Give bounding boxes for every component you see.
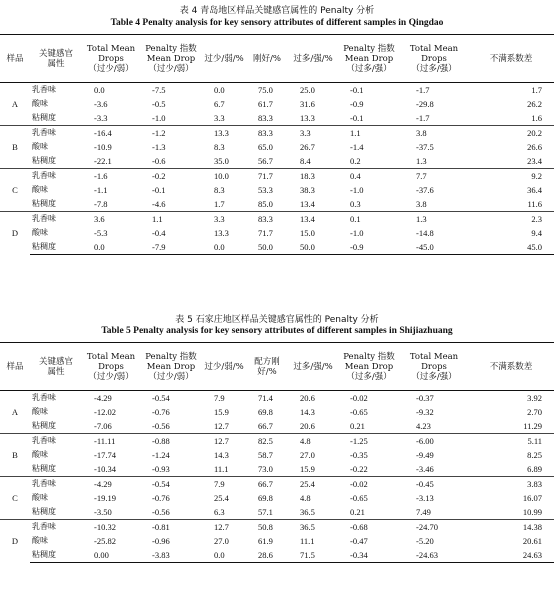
attribute-label: 酸味 — [32, 185, 48, 194]
value-cell: 0.0 — [214, 85, 225, 95]
column-header: Penalty 指数 Mean Drop （过少/弱） — [140, 343, 202, 391]
value-cell: -16.4 — [82, 126, 140, 141]
value-cell: -0.1 — [350, 113, 364, 123]
value-cell: 36.5 — [288, 520, 338, 535]
attribute-label: 乳香味 — [32, 393, 56, 402]
sample-label: C — [0, 169, 30, 212]
value-cell: 0.1 — [338, 212, 400, 227]
value-cell: -0.68 — [338, 520, 400, 535]
value-cell: -0.9 — [338, 240, 400, 255]
value-cell: 57.1 — [258, 507, 273, 517]
value-cell: -3.13 — [416, 493, 434, 503]
value-cell: -1.6 — [82, 169, 140, 184]
sample-label: B — [0, 434, 30, 477]
table-row — [0, 434, 554, 449]
value-cell: -0.45 — [400, 477, 468, 492]
value-cell: 12.7 — [202, 520, 246, 535]
value-cell: 38.3 — [300, 185, 315, 195]
attribute-label: 酸味 — [32, 142, 48, 151]
value-cell: 13.3 — [202, 126, 246, 141]
value-cell: 83.3 — [246, 212, 288, 227]
value-cell: -0.35 — [350, 450, 368, 460]
value-cell: 26.2 — [527, 99, 542, 109]
value-cell: -1.0 — [350, 228, 364, 238]
table5-caption-en: Table 5 Penalty analysis for key sensory attributes of different samples in Shijiazhuang — [101, 326, 453, 336]
value-cell: -24.70 — [400, 520, 468, 535]
value-cell: 20.6 — [300, 421, 315, 431]
table4-caption-en: Table 4 Penalty analysis for key sensory attributes of different samples in Qingdao — [110, 18, 444, 28]
table-row — [0, 97, 554, 111]
value-cell: -37.5 — [416, 142, 434, 152]
value-cell: 0.21 — [350, 507, 365, 517]
value-cell: 83.3 — [246, 126, 288, 141]
value-cell: 27.0 — [214, 536, 229, 546]
value-cell: 71.4 — [258, 393, 273, 403]
column-header: 关键感官 属性 — [30, 343, 82, 391]
table-row — [0, 448, 554, 462]
column-header: Total Mean Drops （过少/弱） — [82, 343, 140, 391]
column-header: 过多/强/% — [288, 343, 338, 391]
value-cell: -25.82 — [94, 536, 116, 546]
value-cell: 75.0 — [258, 85, 273, 95]
value-cell: 71.7 — [246, 169, 288, 184]
value-cell: -7.9 — [140, 240, 202, 255]
value-cell: 1.1 — [338, 126, 400, 141]
value-cell: 27.0 — [300, 450, 315, 460]
value-cell: 2.3 — [468, 212, 554, 227]
value-cell: -0.54 — [152, 393, 170, 403]
value-cell: 35.0 — [214, 156, 229, 166]
value-cell: 53.3 — [258, 185, 273, 195]
value-cell: 10.99 — [522, 507, 542, 517]
column-header: Penalty 指数 Mean Drop （过少/弱） — [140, 35, 202, 83]
value-cell: -1.7 — [416, 85, 430, 95]
value-cell: 13.3 — [214, 228, 229, 238]
table-row — [0, 83, 554, 98]
table-row — [0, 477, 554, 492]
value-cell: 58.7 — [258, 450, 273, 460]
value-cell: -0.88 — [140, 434, 202, 449]
value-cell: 0.3 — [350, 199, 361, 209]
value-cell: -1.24 — [152, 450, 170, 460]
value-cell: -0.93 — [152, 464, 170, 474]
column-header: Penalty 指数 Mean Drop （过多/强） — [338, 35, 400, 83]
value-cell: 23.4 — [527, 156, 542, 166]
sample-label: A — [11, 407, 19, 417]
value-cell: 0.2 — [350, 156, 361, 166]
value-cell: -4.29 — [82, 477, 140, 492]
attribute-label: 乳香味 — [30, 477, 82, 492]
value-cell: -0.1 — [350, 85, 364, 95]
value-cell: 25.0 — [300, 85, 315, 95]
value-cell: 1.7 — [531, 85, 542, 95]
value-cell: 69.8 — [258, 493, 273, 503]
value-cell: 11.6 — [527, 199, 542, 209]
value-cell: 15.0 — [300, 228, 315, 238]
value-cell: 6.3 — [214, 507, 225, 517]
value-cell: 15.9 — [214, 407, 229, 417]
value-cell: -7.06 — [94, 421, 112, 431]
value-cell: 0.0 — [94, 85, 105, 95]
table-row — [0, 534, 554, 548]
value-cell: 10.0 — [202, 169, 246, 184]
attribute-label: 粘稠度 — [30, 240, 82, 255]
table-row — [0, 548, 554, 563]
value-cell: 50.0 — [246, 240, 288, 255]
value-cell: 7.9 — [214, 393, 225, 403]
table-row — [0, 111, 554, 126]
column-header: Total Mean Drops （过多/强） — [400, 35, 468, 83]
value-cell: -0.02 — [338, 477, 400, 492]
value-cell: -3.46 — [416, 464, 434, 474]
value-cell: 25.4 — [214, 493, 229, 503]
value-cell: -1.3 — [152, 142, 166, 152]
value-cell: 45.0 — [468, 240, 554, 255]
column-header: 样品 — [0, 35, 30, 83]
value-cell: 36.5 — [300, 507, 315, 517]
value-cell: -0.76 — [152, 493, 170, 503]
sample-label: D — [0, 520, 30, 563]
value-cell: 3.92 — [527, 393, 542, 403]
sample-label: B — [0, 126, 30, 169]
value-cell: 71.5 — [288, 548, 338, 563]
attribute-label: 粘稠度 — [32, 507, 56, 516]
column-header: 刚好/% — [246, 35, 288, 83]
attribute-label: 乳香味 — [30, 169, 82, 184]
value-cell: 12.7 — [214, 421, 229, 431]
value-cell: 61.7 — [258, 99, 273, 109]
value-cell: 4.23 — [416, 421, 431, 431]
table-row — [0, 212, 554, 227]
value-cell: 83.3 — [258, 113, 273, 123]
table-row — [0, 240, 554, 255]
value-cell: 1.3 — [416, 156, 427, 166]
value-cell: 8.4 — [300, 156, 311, 166]
column-header: Penalty 指数 Mean Drop （过多/强） — [338, 343, 400, 391]
column-header: 不满系数差 — [468, 35, 554, 83]
value-cell: 14.3 — [214, 450, 229, 460]
value-cell: 3.83 — [468, 477, 554, 492]
value-cell: 5.11 — [468, 434, 554, 449]
attribute-label: 酸味 — [32, 536, 48, 545]
attribute-label: 乳香味 — [30, 434, 82, 449]
value-cell: 25.4 — [288, 477, 338, 492]
table4 — [0, 34, 554, 255]
value-cell: -0.9 — [350, 99, 364, 109]
value-cell: 8.25 — [527, 450, 542, 460]
attribute-label: 酸味 — [32, 450, 48, 459]
attribute-label: 酸味 — [32, 99, 48, 108]
value-cell: 6.7 — [214, 99, 225, 109]
value-cell: -10.32 — [82, 520, 140, 535]
table5 — [0, 342, 554, 563]
value-cell: 1.1 — [140, 212, 202, 227]
value-cell: -0.96 — [152, 536, 170, 546]
value-cell: -0.65 — [350, 407, 368, 417]
value-cell: 13.3 — [300, 113, 315, 123]
value-cell: -12.02 — [94, 407, 116, 417]
value-cell: 0.21 — [350, 421, 365, 431]
column-header: 不满系数差 — [468, 343, 554, 391]
value-cell: 3.3 — [202, 212, 246, 227]
table-row — [0, 462, 554, 477]
table-row — [0, 505, 554, 520]
value-cell: 7.7 — [400, 169, 468, 184]
column-header: Total Mean Drops （过少/弱） — [82, 35, 140, 83]
value-cell: -0.34 — [338, 548, 400, 563]
value-cell: 24.63 — [468, 548, 554, 563]
table-row — [0, 520, 554, 535]
table-row — [0, 197, 554, 212]
value-cell: -9.32 — [416, 407, 434, 417]
value-cell: 0.0 — [202, 240, 246, 255]
column-header: 过多/强/% — [288, 35, 338, 83]
value-cell: -0.1 — [152, 185, 166, 195]
attribute-label: 乳香味 — [30, 212, 82, 227]
value-cell: 13.4 — [288, 212, 338, 227]
value-cell: 20.2 — [468, 126, 554, 141]
value-cell: 9.2 — [468, 169, 554, 184]
value-cell: 66.7 — [258, 421, 273, 431]
attribute-label: 乳香味 — [30, 520, 82, 535]
value-cell: -0.02 — [350, 393, 368, 403]
value-cell: 7.9 — [202, 477, 246, 492]
table-row — [0, 491, 554, 505]
value-cell: -0.81 — [140, 520, 202, 535]
value-cell: 56.7 — [258, 156, 273, 166]
value-cell: -17.74 — [94, 450, 116, 460]
value-cell: -3.3 — [94, 113, 108, 123]
attribute-label: 粘稠度 — [32, 199, 56, 208]
value-cell: -0.56 — [152, 507, 170, 517]
value-cell: 9.4 — [531, 228, 542, 238]
value-cell: 73.0 — [258, 464, 273, 474]
value-cell: -1.1 — [94, 185, 108, 195]
value-cell: -5.20 — [416, 536, 434, 546]
value-cell: -0.76 — [152, 407, 170, 417]
value-cell: 6.89 — [527, 464, 542, 474]
attribute-label: 粘稠度 — [32, 156, 56, 165]
value-cell: -0.22 — [350, 464, 368, 474]
table-row — [0, 169, 554, 184]
value-cell: 4.8 — [288, 434, 338, 449]
table-row — [0, 419, 554, 434]
value-cell: -14.8 — [416, 228, 434, 238]
value-cell: 1.3 — [400, 212, 468, 227]
value-cell: 11.1 — [300, 536, 315, 546]
attribute-label: 酸味 — [32, 407, 48, 416]
value-cell: -0.56 — [152, 421, 170, 431]
column-header: 过少/弱/% — [202, 35, 246, 83]
value-cell: 61.9 — [258, 536, 273, 546]
value-cell: -6.00 — [400, 434, 468, 449]
value-cell: -1.0 — [152, 113, 166, 123]
value-cell: -4.6 — [152, 199, 166, 209]
value-cell: 3.3 — [288, 126, 338, 141]
value-cell: 3.8 — [400, 126, 468, 141]
value-cell: 4.8 — [300, 493, 311, 503]
value-cell: -5.3 — [94, 228, 108, 238]
value-cell: -0.65 — [350, 493, 368, 503]
value-cell: -1.7 — [416, 113, 430, 123]
value-cell: 85.0 — [258, 199, 273, 209]
value-cell: 26.7 — [300, 142, 315, 152]
value-cell: 12.7 — [202, 434, 246, 449]
value-cell: -4.29 — [94, 393, 112, 403]
value-cell: 3.3 — [214, 113, 225, 123]
value-cell: 1.6 — [531, 113, 542, 123]
value-cell: -37.6 — [416, 185, 434, 195]
table-row — [0, 126, 554, 141]
attribute-label: 粘稠度 — [32, 113, 56, 122]
table-row — [0, 405, 554, 419]
column-header: 配方刚好/% — [246, 343, 288, 391]
value-cell: -0.6 — [152, 156, 166, 166]
value-cell: 11.29 — [523, 421, 542, 431]
value-cell: -3.83 — [140, 548, 202, 563]
value-cell: 20.61 — [522, 536, 542, 546]
value-cell: 13.4 — [300, 199, 315, 209]
value-cell: -1.2 — [140, 126, 202, 141]
value-cell: 8.3 — [214, 142, 225, 152]
table-row — [0, 391, 554, 406]
column-header: 关键感官 属性 — [30, 35, 82, 83]
table-row — [0, 154, 554, 169]
table-row — [0, 226, 554, 240]
value-cell: -0.4 — [152, 228, 166, 238]
value-cell: 8.3 — [214, 185, 225, 195]
value-cell: 36.4 — [527, 185, 542, 195]
column-header: Total Mean Drops （过多/强） — [400, 343, 468, 391]
value-cell: -45.0 — [400, 240, 468, 255]
value-cell: 11.1 — [214, 464, 229, 474]
value-cell: -1.0 — [350, 185, 364, 195]
sample-label: D — [0, 212, 30, 255]
value-cell: 0.00 — [82, 548, 140, 563]
attribute-label: 酸味 — [32, 228, 48, 237]
value-cell: 50.0 — [288, 240, 338, 255]
value-cell: -0.5 — [152, 99, 166, 109]
value-cell: 2.70 — [527, 407, 542, 417]
attribute-label: 酸味 — [32, 493, 48, 502]
value-cell: 69.8 — [258, 407, 273, 417]
value-cell: 20.6 — [300, 393, 315, 403]
value-cell: -10.34 — [94, 464, 116, 474]
value-cell: -0.54 — [140, 477, 202, 492]
value-cell: 0.0 — [202, 548, 246, 563]
attribute-label: 乳香味 — [30, 126, 82, 141]
table-row — [0, 183, 554, 197]
attribute-label: 乳香味 — [32, 85, 56, 94]
value-cell: 31.6 — [300, 99, 315, 109]
value-cell: 3.8 — [416, 199, 427, 209]
value-cell: 0.4 — [338, 169, 400, 184]
value-cell: -1.25 — [338, 434, 400, 449]
value-cell: 28.6 — [246, 548, 288, 563]
value-cell: -29.8 — [416, 99, 434, 109]
value-cell: 7.49 — [416, 507, 431, 517]
table5-caption-cn: 表 5 石家庄地区样品关键感官属性的 Penalty 分析 — [175, 315, 379, 325]
attribute-label: 粘稠度 — [30, 548, 82, 563]
value-cell: 14.38 — [468, 520, 554, 535]
value-cell: 18.3 — [288, 169, 338, 184]
value-cell: -11.11 — [82, 434, 140, 449]
value-cell: -0.47 — [350, 536, 368, 546]
value-cell: -0.2 — [140, 169, 202, 184]
attribute-label: 粘稠度 — [32, 464, 56, 473]
value-cell: 0.0 — [82, 240, 140, 255]
attribute-label: 粘稠度 — [32, 421, 56, 430]
table-row — [0, 140, 554, 154]
value-cell: -3.50 — [94, 507, 112, 517]
value-cell: -10.9 — [94, 142, 112, 152]
value-cell: 26.6 — [527, 142, 542, 152]
sample-label: A — [11, 99, 19, 109]
value-cell: -7.5 — [152, 85, 166, 95]
value-cell: -0.37 — [416, 393, 434, 403]
value-cell: -19.19 — [94, 493, 116, 503]
value-cell: 66.7 — [246, 477, 288, 492]
value-cell: 65.0 — [258, 142, 273, 152]
value-cell: -1.4 — [350, 142, 364, 152]
value-cell: -24.63 — [400, 548, 468, 563]
sample-label: C — [0, 477, 30, 520]
value-cell: -3.6 — [94, 99, 108, 109]
value-cell: 71.7 — [258, 228, 273, 238]
value-cell: 14.3 — [300, 407, 315, 417]
value-cell: -9.49 — [416, 450, 434, 460]
value-cell: 50.8 — [246, 520, 288, 535]
value-cell: 82.5 — [246, 434, 288, 449]
column-header: 样品 — [0, 343, 30, 391]
value-cell: -22.1 — [94, 156, 112, 166]
column-header: 过少/弱/% — [202, 343, 246, 391]
value-cell: 1.7 — [214, 199, 225, 209]
value-cell: 16.07 — [522, 493, 542, 503]
table4-caption-cn: 表 4 青岛地区样品关键感官属性的 Penalty 分析 — [179, 6, 375, 16]
value-cell: -7.8 — [94, 199, 108, 209]
value-cell: 15.9 — [300, 464, 315, 474]
value-cell: 3.6 — [82, 212, 140, 227]
